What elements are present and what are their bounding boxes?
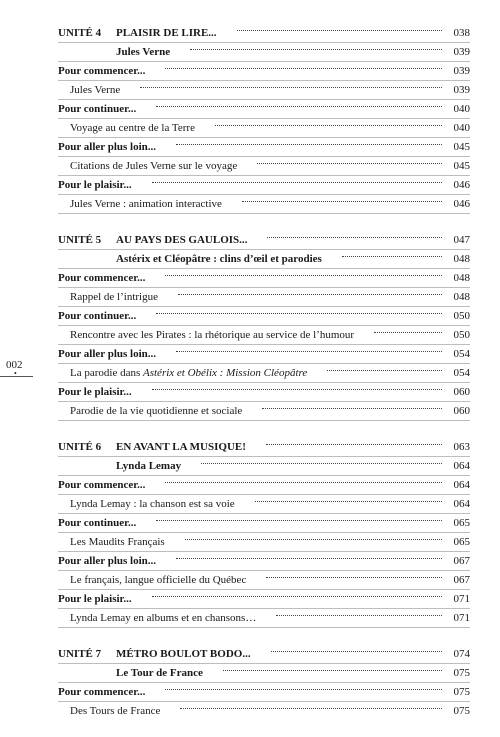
dot-leader: [156, 313, 442, 314]
item-text: Citations de Jules Verne sur le voyage: [70, 160, 238, 172]
unit-6: [58, 438, 470, 628]
table-of-contents: [58, 24, 470, 720]
unit-heading: [58, 645, 259, 663]
page-ref: 054: [453, 367, 470, 379]
item-text: Jules Verne : animation interactive: [70, 198, 222, 210]
page-ref: 039: [453, 84, 470, 96]
dot-leader: [152, 182, 442, 183]
page-ref: 050: [453, 329, 470, 341]
dot-leader: [185, 539, 442, 540]
section-row[interactable]: [58, 138, 470, 157]
page-ref: 065: [453, 536, 470, 548]
page-ref: 063: [453, 441, 470, 453]
item-text: Rappel de l’intrigue: [70, 291, 158, 303]
dot-leader: [271, 651, 442, 652]
page-ref: 038: [453, 27, 470, 39]
dot-leader: [178, 294, 442, 295]
unit-5: [58, 231, 470, 421]
unit-7: [58, 645, 470, 720]
subject-row[interactable]: [58, 664, 470, 683]
subject-label: Le Tour de France: [116, 667, 203, 679]
section-heading: Pour commencer...: [58, 686, 146, 698]
unit-number: UNITÉ 7: [58, 648, 102, 660]
page-number: 002: [6, 359, 23, 371]
unit-number: UNITÉ 4: [58, 27, 102, 39]
item-text: Rencontre avec les Pirates : la rhétorique au service de l’humour: [70, 329, 355, 341]
page-ref: 075: [453, 667, 470, 679]
dot-leader: [190, 49, 442, 50]
dot-leader: [152, 596, 442, 597]
section-heading: Pour aller plus loin...: [58, 141, 157, 153]
unit-title: AU PAYS DES GAULOIS...: [116, 234, 248, 246]
dot-leader: [140, 87, 442, 88]
section-heading: Pour le plaisir...: [58, 179, 132, 191]
section-row[interactable]: [58, 345, 470, 364]
section-heading: Pour commencer...: [58, 65, 146, 77]
unit-heading: [58, 438, 254, 456]
page-ref: 045: [453, 141, 470, 153]
section-heading: Pour continuer...: [58, 310, 137, 322]
page-ref: 040: [453, 122, 470, 134]
dot-leader: [176, 144, 442, 145]
item-row[interactable]: [58, 326, 470, 345]
item-row[interactable]: [58, 533, 470, 552]
page-ref: 067: [453, 574, 470, 586]
dot-leader: [165, 689, 442, 690]
unit-heading: [58, 231, 255, 249]
dot-leader: [152, 389, 442, 390]
unit-title-row[interactable]: [58, 231, 470, 250]
unit-title: PLAISIR DE LIRE...: [116, 27, 217, 39]
dot-leader: [242, 201, 442, 202]
item-text-prefix: La parodie dans: [70, 367, 143, 379]
section-heading: Pour continuer...: [58, 103, 137, 115]
item-text: Jules Verne: [70, 84, 121, 96]
page-number-rule: [0, 376, 33, 377]
dot-leader: [374, 332, 442, 333]
page-ref: 047: [453, 234, 470, 246]
section-row[interactable]: [58, 552, 470, 571]
item-text: [58, 364, 315, 382]
page-ref: 075: [453, 686, 470, 698]
unit-title-row[interactable]: [58, 24, 470, 43]
unit-title-row[interactable]: [58, 645, 470, 664]
dot-leader: [257, 163, 442, 164]
item-text: Des Tours de France: [70, 705, 161, 717]
dot-leader: [223, 670, 442, 671]
dot-leader: [237, 30, 442, 31]
unit-title-row[interactable]: [58, 438, 470, 457]
item-text: Voyage au centre de la Terre: [70, 122, 195, 134]
page-ref: 054: [453, 348, 470, 360]
page-ref: 071: [453, 612, 470, 624]
item-text: Les Maudits Français: [70, 536, 165, 548]
dot-leader: [255, 501, 442, 502]
section-row[interactable]: [58, 590, 470, 609]
item-row[interactable]: [58, 288, 470, 307]
page-ref: 060: [453, 386, 470, 398]
dot-leader: [267, 237, 442, 238]
dot-leader: [176, 351, 442, 352]
page-ref: 050: [453, 310, 470, 322]
subject-label: Jules Verne: [116, 46, 171, 58]
page-ref: 060: [453, 405, 470, 417]
item-row[interactable]: [58, 571, 470, 590]
unit-title: MÉTRO BOULOT BODO...: [116, 648, 251, 660]
item-text-italic: Astérix et Obélix : Mission Cléopâtre: [143, 367, 308, 379]
item-row[interactable]: [58, 402, 470, 421]
dot-leader: [327, 370, 442, 371]
dot-leader: [165, 482, 442, 483]
page-ref: 048: [453, 253, 470, 265]
page-ref: 048: [453, 291, 470, 303]
page-ref: 039: [453, 65, 470, 77]
item-row[interactable]: [58, 495, 470, 514]
dot-leader: [266, 577, 442, 578]
dot-leader: [262, 408, 442, 409]
section-row[interactable]: [58, 383, 470, 402]
subject-label: Lynda Lemay: [116, 460, 182, 472]
section-row[interactable]: [58, 269, 470, 288]
subject-label: Astérix et Cléopâtre : clins d’œil et parodies: [116, 253, 322, 265]
subject-row[interactable]: [58, 43, 470, 62]
page-number-dot: •: [14, 369, 17, 378]
unit-title: EN AVANT LA MUSIQUE!: [116, 441, 246, 453]
section-row[interactable]: [58, 62, 470, 81]
item-row[interactable]: [58, 81, 470, 100]
page-ref: 064: [453, 498, 470, 510]
section-heading: Pour aller plus loin...: [58, 555, 157, 567]
unit-4: [58, 24, 470, 214]
dot-leader: [180, 708, 442, 709]
dot-leader: [276, 615, 442, 616]
item-text: Lynda Lemay : la chanson est sa voie: [70, 498, 235, 510]
page-ref: 064: [453, 479, 470, 491]
item-row[interactable]: [58, 119, 470, 138]
subject-row[interactable]: [58, 457, 470, 476]
page-ref: 074: [453, 648, 470, 660]
item-row[interactable]: [58, 609, 470, 628]
item-text: Lynda Lemay en albums et en chansons…: [70, 612, 257, 624]
unit-number: UNITÉ 6: [58, 441, 102, 453]
page-ref: 048: [453, 272, 470, 284]
dot-leader: [165, 68, 442, 69]
section-heading: Pour le plaisir...: [58, 386, 132, 398]
item-row[interactable]: [58, 157, 470, 176]
section-heading: Pour continuer...: [58, 517, 137, 529]
dot-leader: [215, 125, 442, 126]
dot-leader: [176, 558, 442, 559]
unit-heading: [58, 24, 225, 42]
dot-leader: [165, 275, 442, 276]
section-row[interactable]: [58, 683, 470, 702]
subject-row[interactable]: [58, 250, 470, 269]
item-row[interactable]: [58, 702, 470, 720]
section-heading: Pour le plaisir...: [58, 593, 132, 605]
page-ref: 064: [453, 460, 470, 472]
page-ref: 039: [453, 46, 470, 58]
dot-leader: [156, 106, 442, 107]
dot-leader: [201, 463, 442, 464]
item-row[interactable]: [58, 364, 470, 383]
item-text: Le français, langue officielle du Québec: [70, 574, 247, 586]
page-ref: 071: [453, 593, 470, 605]
item-row[interactable]: [58, 195, 470, 214]
item-text: Parodie de la vie quotidienne et sociale: [70, 405, 243, 417]
page-ref: 046: [453, 179, 470, 191]
section-heading: Pour commencer...: [58, 272, 146, 284]
section-row[interactable]: [58, 514, 470, 533]
section-row[interactable]: [58, 307, 470, 326]
section-row[interactable]: [58, 100, 470, 119]
section-row[interactable]: [58, 476, 470, 495]
dot-leader: [266, 444, 442, 445]
page-ref: 067: [453, 555, 470, 567]
page-ref: 045: [453, 160, 470, 172]
unit-number: UNITÉ 5: [58, 234, 102, 246]
page-ref: 046: [453, 198, 470, 210]
section-heading: Pour commencer...: [58, 479, 146, 491]
page-ref: 040: [453, 103, 470, 115]
dot-leader: [342, 256, 442, 257]
section-row[interactable]: [58, 176, 470, 195]
page-ref: 065: [453, 517, 470, 529]
dot-leader: [156, 520, 442, 521]
section-heading: Pour aller plus loin...: [58, 348, 157, 360]
page-ref: 075: [453, 705, 470, 717]
